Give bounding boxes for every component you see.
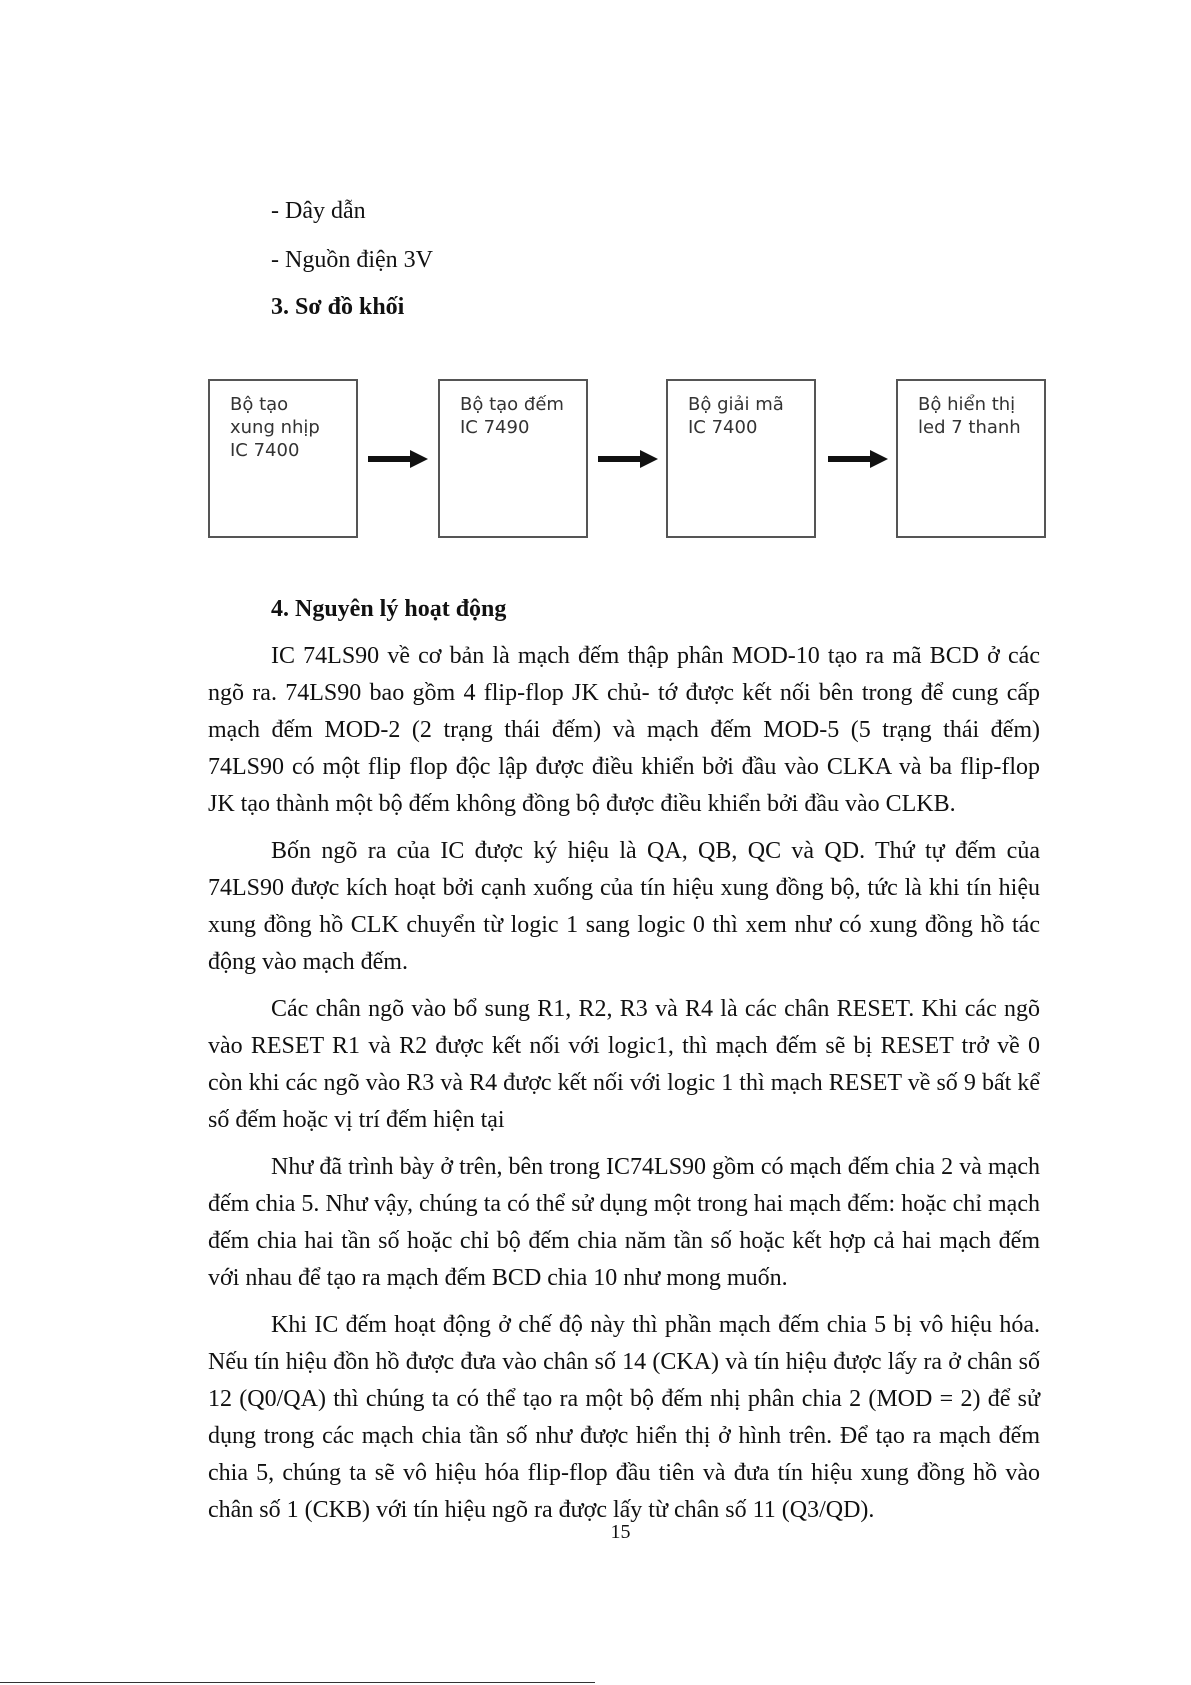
footer-rule [0, 1682, 595, 1683]
paragraph: IC 74LS90 về cơ bản là mạch đếm thập phân MOD-10 tạo ra mã BCD ở các ngõ ra. 74LS90 bao gồm 4 flip-flop JK chủ- tớ được kết nối bên trong để cung cấp mạch đếm MOD-2 (2 trạng thái đếm) và mạch đếm MOD-5 (5 trạng thái đếm) 74LS90 có một flip flop độc lập được điều khiển bởi đầu vào CLKA và ba flip-flop JK tạo thành một bộ đếm không đồng bộ được điều khiển bởi đầu vào CLKB. [208, 643, 1040, 817]
block-decoder [666, 379, 816, 538]
box-label-line: Bộ giải mã [688, 394, 784, 415]
arrow-right-icon [828, 449, 888, 469]
section-3-heading: 3. Sơ đồ khối [271, 294, 405, 320]
paragraph: Bốn ngõ ra của IC được ký hiệu là QA, QB, QC và QD. Thứ tự đếm của 74LS90 được kích hoạt bởi cạnh xuống của tín hiệu xung đồng bộ, tức là khi tín hiệu xung đồng hồ CLK chuyển từ logic 1 sang logic 0 thì xem như có xung đồng hồ tác động vào mạch đếm. [208, 838, 1040, 975]
body-text [208, 638, 1040, 1539]
paragraph: Khi IC đếm hoạt động ở chế độ này thì phần mạch đếm chia 5 bị vô hiệu hóa. Nếu tín hiệu đồn hồ được đưa vào chân số 14 (CKA) và tín hiệu được lấy ra ở chân số 12 (Q0/QA) thì chúng ta có thể tạo ra một bộ đếm nhị phân chia 2 (MOD = 2) để sử dụng trong các mạch chia tần số như được hiển thị ở hình trên. Để tạo ra mạch đếm chia 5, chúng ta sẽ vô hiệu hóa flip-flop đầu tiên và đưa tín hiệu xung đồng hồ vào chân số 1 (CKB) với tín hiệu ngõ ra được lấy từ chân số 11 (Q3/QD). [208, 1312, 1040, 1523]
box-label-line: IC 7400 [688, 417, 758, 438]
block-display [896, 379, 1046, 538]
box-label-line: IC 7400 [230, 440, 300, 461]
paragraph: Như đã trình bày ở trên, bên trong IC74LS90 gồm có mạch đếm chia 2 và mạch đếm chia 5. Như vậy, chúng ta có thể sử dụng một trong hai mạch đếm: hoặc chỉ mạch đếm chia hai tần số hoặc chỉ bộ đếm chia năm tần số hoặc kết hợp cả hai mạch đếm với nhau để tạo ra mạch đếm BCD chia 10 như mong muốn. [208, 1154, 1040, 1291]
section-4-heading: 4. Nguyên lý hoạt động [271, 596, 507, 622]
box-label-line: IC 7490 [460, 417, 530, 438]
box-label-line: led 7 thanh [918, 417, 1021, 438]
box-label-line: Bộ tạo [230, 394, 289, 415]
block-diagram [208, 379, 1048, 544]
paragraph: Các chân ngõ vào bổ sung R1, R2, R3 và R4 là các chân RESET. Khi các ngõ vào RESET R1 và R2 được kết nối với logic1, thì mạch đếm sẽ bị RESET trở về 0 còn khi các ngõ vào R3 và R4 được kết nối với logic 1 thì mạch RESET về số 9 bất kể số đếm hoặc vị trí đếm hiện tại [208, 996, 1040, 1133]
page-number: 15 [610, 1521, 631, 1543]
arrow-right-icon [368, 449, 428, 469]
arrow-right-icon [598, 449, 658, 469]
box-label-line: xung nhịp [230, 417, 320, 438]
box-label-line: Bộ tạo đếm [460, 394, 564, 415]
list-item-power: - Nguồn điện 3V [271, 247, 433, 273]
block-clock-generator [208, 379, 358, 538]
list-item-wire: - Dây dẫn [271, 198, 366, 224]
box-label-line: Bộ hiển thị [918, 394, 1016, 415]
block-counter [438, 379, 588, 538]
